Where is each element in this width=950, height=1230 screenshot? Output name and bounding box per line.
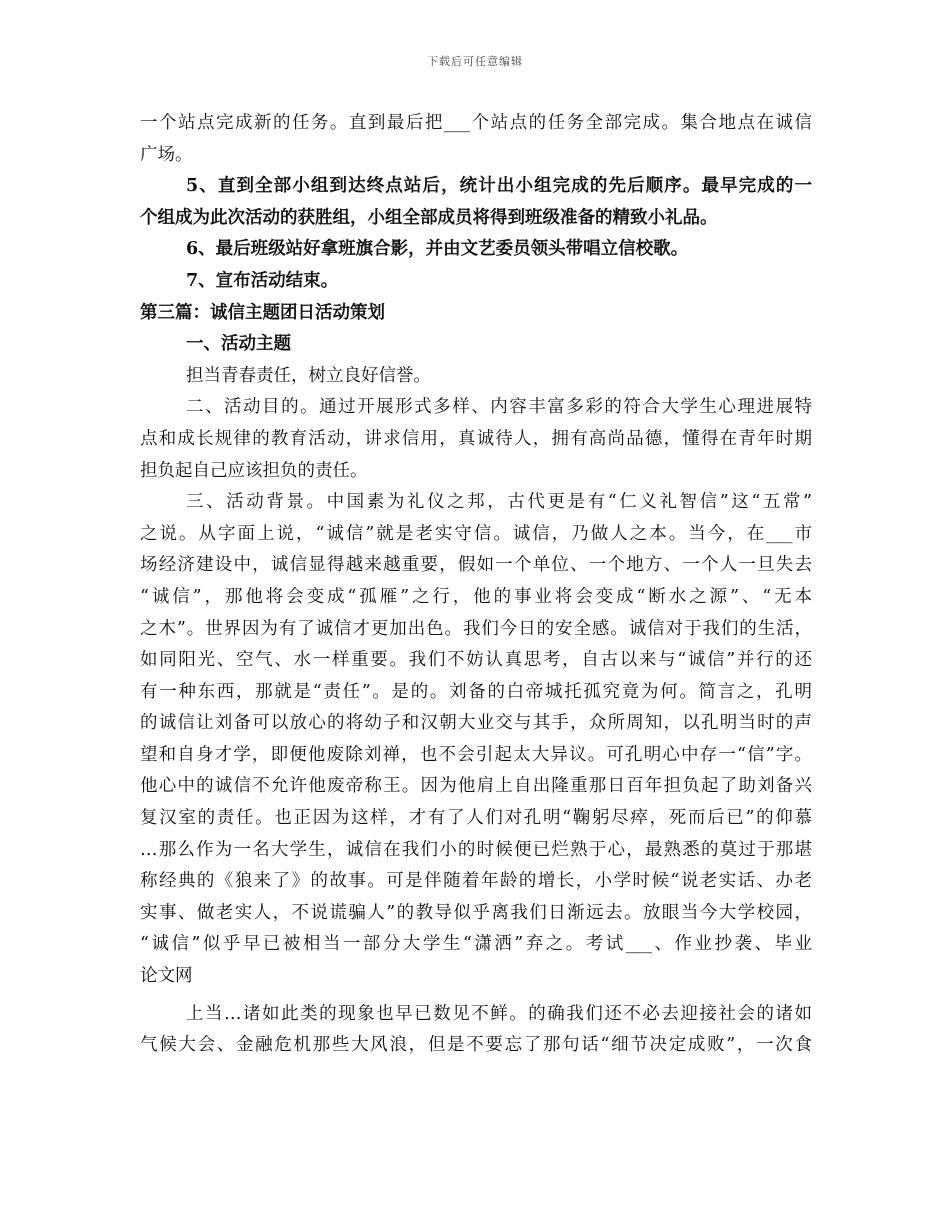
text-line: 称经典的《狼来了》的故事。可是伴随着年龄的增长，小学时候“说老实话、办老 (140, 871, 812, 892)
text-line: 论文网 (140, 966, 193, 987)
text-line: 他心中的诚信不允许他废帝称王。因为他肩上自出隆重那日百年担负起了助刘备兴 (140, 776, 812, 797)
text-line: 广场。 (140, 144, 193, 165)
text-line: 如同阳光、空气、水一样重要。我们不妨认真思考，自古以来与“诚信”并行的还 (140, 650, 812, 671)
page-header: 下载后可任意编辑 (427, 55, 523, 68)
text-line: 担当青春责任，树立良好信誉。 (186, 365, 431, 386)
text-line: 之说。从字面上说，“诚信”就是老实守信。诚信，乃做人之本。当今，在___市 (140, 523, 812, 544)
text-line: 复汉室的责任。也正因为这样，才有了人们对孔明“鞠躬尽瘁，死而后已”的仰慕 (140, 808, 812, 829)
text-line: 个组成为此次活动的获胜组，小组全部成员将得到班级准备的精致小礼品。 (140, 207, 718, 228)
text-line: 7、宣布活动结束。 (186, 270, 339, 291)
text-line: “诚信”，那他将会变成“孤雁”之行，他的事业将会变成“断水之源”、“无本 (140, 586, 812, 607)
text-line: 场经济建设中，诚信显得越来越重要，假如一个单位、一个地方、一个人一旦失去 (140, 555, 812, 576)
text-line: 有一种东西，那就是“责任”。是的。刘备的白帝城托孤究竟为何。简言之，孔明 (140, 681, 812, 702)
text-line: 6、最后班级站好拿班旗合影，并由文艺委员领头带唱立信校歌。 (186, 239, 689, 260)
text-line: 担负起自己应该担负的责任。 (140, 460, 368, 481)
text-line: 上当…诸如此类的现象也早已数见不鲜。的确我们还不必去迎接社会的诸如 (186, 1003, 812, 1024)
document-body (140, 108, 812, 1062)
text-line: 气候大会、金融危机那些大风浪，但是不要忘了那句话“细节决定成败”，一次食 (140, 1035, 812, 1056)
text-line: 实事、做老实人，不说谎骗人”的教导似乎离我们日渐远去。放眼当今大学校园， (140, 902, 812, 923)
text-line: 二、活动目的。通过开展形式多样、内容丰富多彩的符合大学生心理进展特 (186, 397, 812, 418)
text-line: 之木”。世界因为有了诚信才更加出色。我们今日的安全感。诚信对于我们的生活， (140, 618, 812, 639)
text-line: 一个站点完成新的任务。直到最后把___个站点的任务全部完成。集合地点在诚信 (140, 113, 812, 133)
text-line: “诚信”似乎早已被相当一部分大学生“潇洒”弃之。考试___、作业抄袭、毕业 (140, 934, 812, 955)
text-line: 5、直到全部小组到达终点站后，统计出小组完成的先后顺序。最早完成的一 (186, 176, 812, 197)
text-line: 点和成长规律的教育活动，讲求信用，真诚待人，拥有高尚品德，懂得在青年时期 (140, 428, 812, 449)
section-heading: 第三篇：诚信主题团日活动策划 (140, 302, 385, 323)
text-line: 的诚信让刘备可以放心的将幼子和汉朝大业交与其手，众所周知，以孔明当时的声 (140, 713, 812, 734)
text-line: 三、活动背景。中国素为礼仪之邦，古代更是有“仁义礼智信”这“五常” (186, 492, 812, 513)
text-line: 望和自身才学，即便他废除刘禅，也不会引起太大异议。可孔明心中存一“信”字。 (140, 744, 812, 765)
text-line: …那么作为一名大学生，诚信在我们小的时候便已烂熟于心，最熟悉的莫过于那堪 (140, 839, 812, 860)
text-line: 一、活动主题 (186, 334, 291, 355)
